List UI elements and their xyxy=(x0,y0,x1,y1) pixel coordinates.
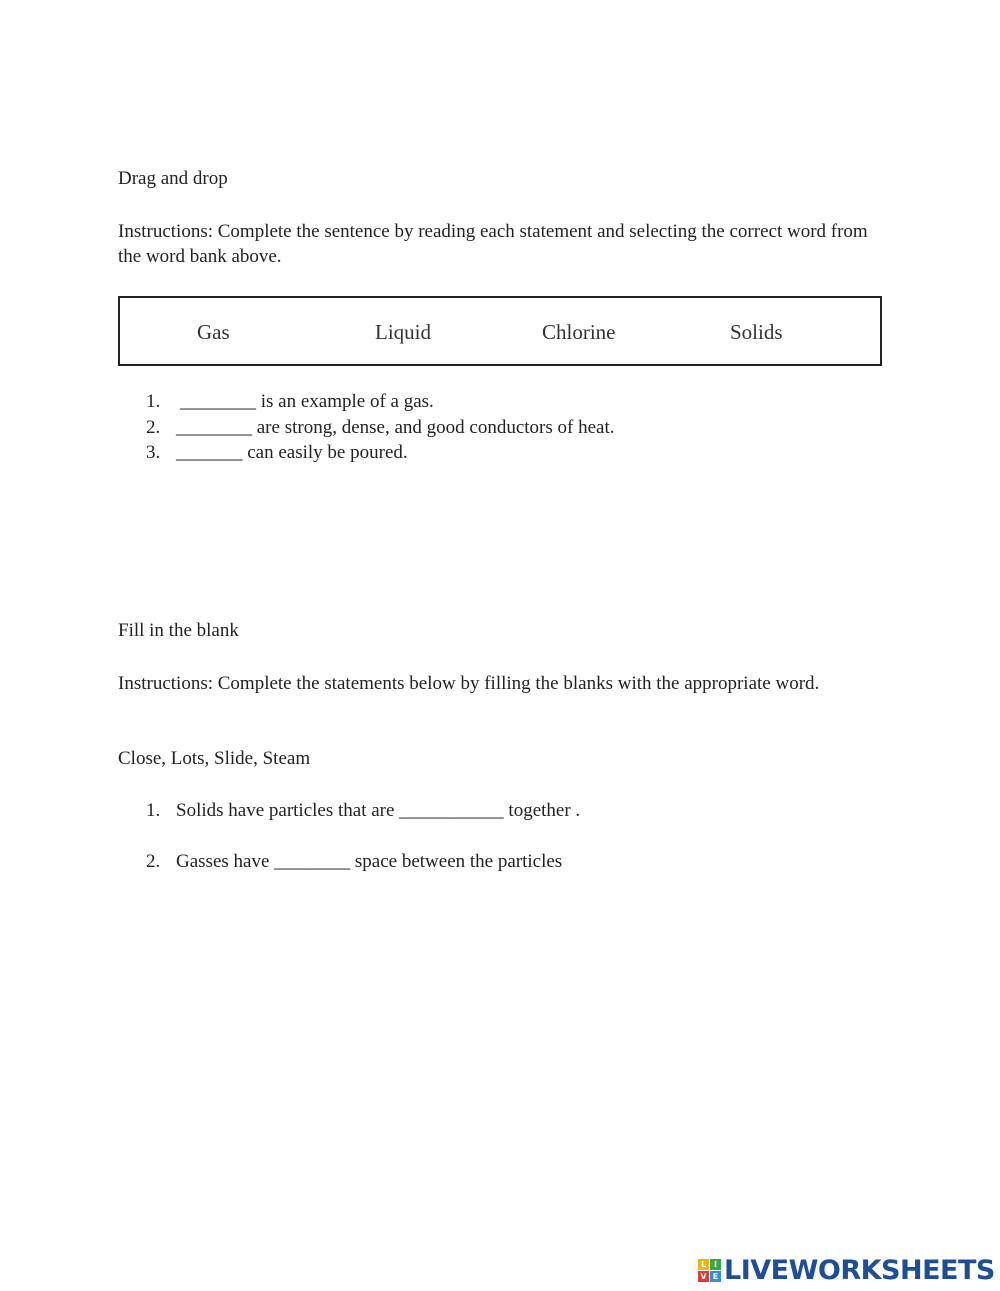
word-bank-solids[interactable]: Solids xyxy=(730,320,783,344)
word-bank-gas[interactable]: Gas xyxy=(197,320,230,344)
list-item-number: 2. xyxy=(146,851,161,872)
logo-block: V xyxy=(698,1271,709,1282)
word-bank xyxy=(118,296,882,366)
word-bank-liquid[interactable]: Liquid xyxy=(375,320,431,344)
list-item[interactable]: Solids have particles that are ___________ together . xyxy=(176,800,581,821)
list-item-number: 3. xyxy=(146,442,161,463)
list-item[interactable]: ________ is an example of a gas. xyxy=(180,391,434,412)
logo-block: E xyxy=(710,1271,721,1282)
logo-blocks-icon xyxy=(698,1259,721,1282)
word-bank-chlorine[interactable]: Chlorine xyxy=(542,320,616,344)
list-item[interactable]: ________ are strong, dense, and good conductors of heat. xyxy=(176,417,615,438)
list-item-number: 2. xyxy=(146,417,161,438)
word-list: Close, Lots, Slide, Steam xyxy=(118,748,311,769)
list-item[interactable]: Gasses have ________ space between the particles xyxy=(176,851,563,872)
section2-instructions: Instructions: Complete the statements below by filling the blanks with the appropriate word. xyxy=(118,673,820,694)
logo-block: L xyxy=(698,1259,709,1270)
section1-title: Drag and drop xyxy=(118,168,228,189)
list-item[interactable]: _______ can easily be poured. xyxy=(176,442,408,463)
section1-instructions: Instructions: Complete the sentence by reading each statement and selecting the correct word from the word bank above. xyxy=(118,221,868,267)
logo-text: LIVEWORKSHEETS xyxy=(724,1254,995,1286)
logo-block: I xyxy=(710,1259,721,1270)
list-item-number: 1. xyxy=(146,391,161,412)
section2-title: Fill in the blank xyxy=(118,620,239,641)
list-item-number: 1. xyxy=(146,800,161,821)
liveworksheets-logo xyxy=(698,1256,995,1284)
